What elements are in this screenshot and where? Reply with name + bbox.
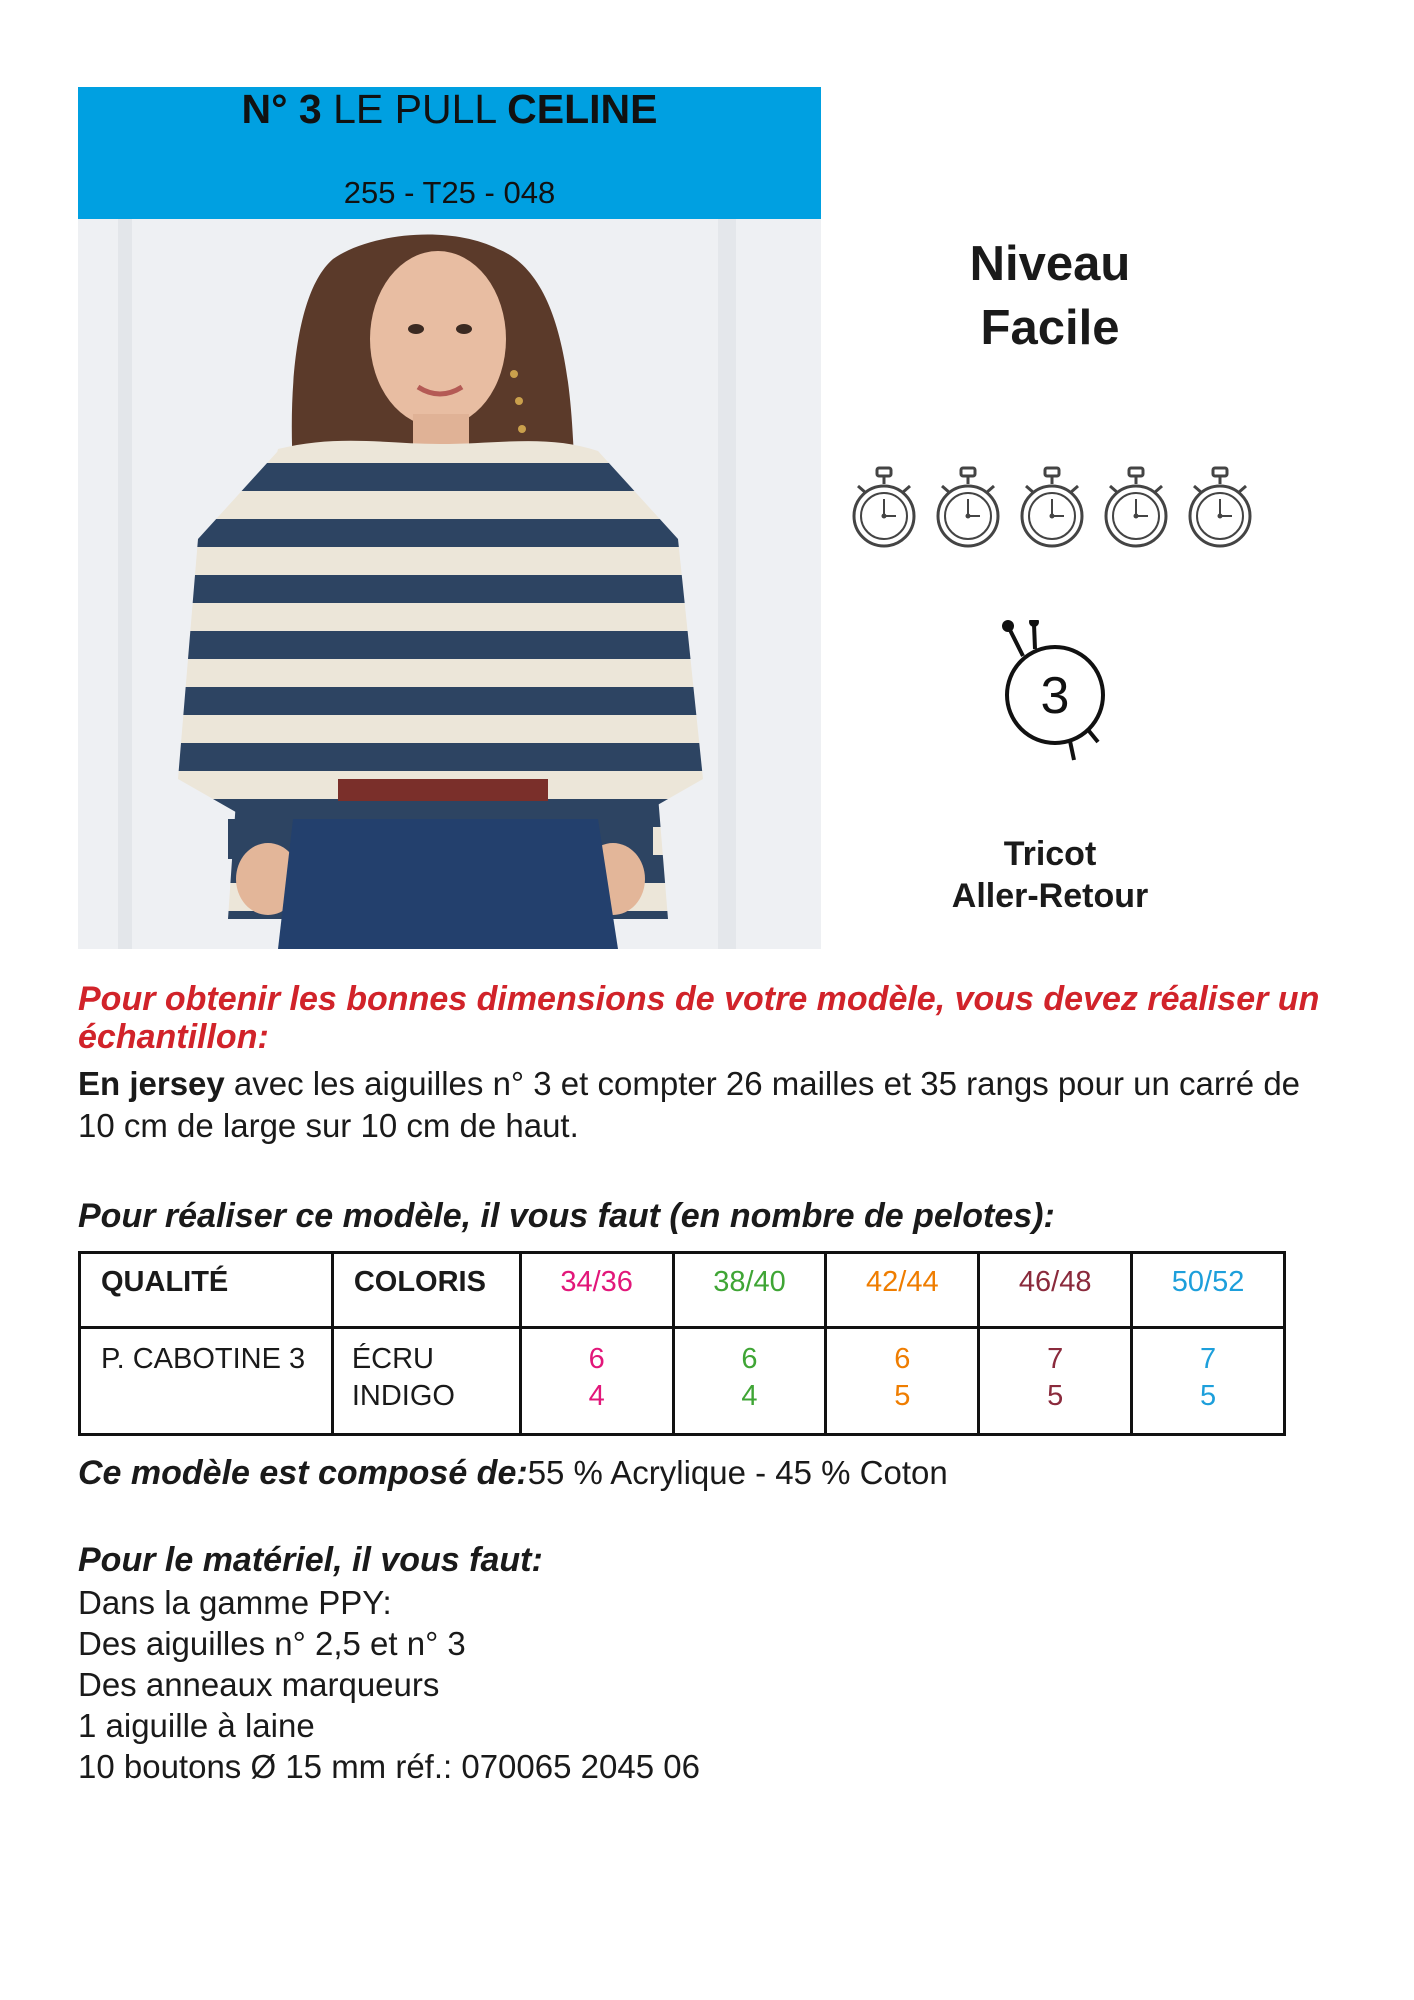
quantity-cell bbox=[826, 1328, 979, 1435]
column-header-colors: COLORIS bbox=[332, 1253, 520, 1328]
pattern-name: CELINE bbox=[507, 86, 658, 132]
composition-value: 55 % Acrylique - 45 % Coton bbox=[527, 1454, 948, 1491]
model-photo-illustration bbox=[78, 219, 821, 949]
stopwatch-icon bbox=[938, 468, 998, 546]
list-item: Des aiguilles n° 2,5 et n° 3 bbox=[78, 1625, 466, 1662]
qty-indigo: 5 bbox=[1199, 1380, 1217, 1412]
list-item: 10 boutons Ø 15 mm réf.: 070065 2045 06 bbox=[78, 1748, 700, 1785]
qty-indigo: 4 bbox=[588, 1380, 605, 1412]
technique-line-2: Aller-Retour bbox=[951, 877, 1149, 915]
column-header-size: 50/52 bbox=[1132, 1253, 1285, 1328]
stopwatch-icons bbox=[852, 466, 1262, 556]
technique-line-1: Tricot bbox=[1003, 835, 1097, 873]
gauge-text bbox=[78, 1063, 1338, 1147]
quantity-cell bbox=[1132, 1328, 1285, 1435]
needle-size-value: 3 bbox=[1040, 667, 1070, 725]
color-indigo: INDIGO bbox=[351, 1380, 455, 1412]
material-list bbox=[78, 1582, 700, 1787]
column-header-size: 42/44 bbox=[826, 1253, 979, 1328]
color-ecru: ÉCRU bbox=[351, 1343, 434, 1375]
gauge-stitch: En jersey bbox=[78, 1065, 225, 1102]
yarn-heading: Pour réaliser ce modèle, il vous faut (en nombre de pelotes): bbox=[78, 1197, 1055, 1235]
column-header-quality: QUALITÉ bbox=[80, 1253, 333, 1328]
stopwatch-icon bbox=[1022, 468, 1082, 546]
model-photo bbox=[78, 219, 821, 949]
list-item: Des anneaux marqueurs bbox=[78, 1666, 440, 1703]
qty-ecru: 7 bbox=[1047, 1343, 1064, 1375]
yarn-quality: P. CABOTINE 3 bbox=[80, 1328, 333, 1435]
column-header-size: 46/48 bbox=[979, 1253, 1132, 1328]
table-row bbox=[80, 1328, 1285, 1435]
needle-size-icon bbox=[990, 620, 1120, 770]
knitting-technique bbox=[900, 833, 1200, 917]
qty-ecru: 6 bbox=[741, 1343, 758, 1375]
qty-indigo: 5 bbox=[1047, 1380, 1064, 1412]
stopwatch-icon bbox=[1190, 468, 1250, 546]
yarn-table bbox=[78, 1251, 1286, 1436]
material-heading: Pour le matériel, il vous faut: bbox=[78, 1541, 543, 1579]
qty-indigo: 5 bbox=[894, 1380, 911, 1412]
qty-ecru: 6 bbox=[894, 1343, 911, 1375]
composition bbox=[78, 1453, 948, 1493]
header-band bbox=[78, 87, 821, 219]
pattern-number: N° 3 bbox=[241, 86, 322, 132]
level-label: Niveau bbox=[969, 237, 1131, 291]
qty-indigo: 4 bbox=[741, 1380, 758, 1412]
pattern-reference: 255 - T25 - 048 bbox=[343, 175, 556, 210]
stopwatch-icon bbox=[1106, 468, 1166, 546]
list-item: Dans la gamme PPY: bbox=[78, 1584, 392, 1621]
gauge-heading: Pour obtenir les bonnes dimensions de votre modèle, vous devez réaliser un échantillon: bbox=[78, 980, 1320, 1056]
qty-ecru: 7 bbox=[1199, 1343, 1217, 1375]
quantity-cell bbox=[520, 1328, 673, 1435]
composition-label: Ce modèle est composé de: bbox=[78, 1454, 528, 1492]
pattern-type: LE PULL bbox=[321, 86, 508, 132]
list-item: 1 aiguille à laine bbox=[78, 1707, 315, 1744]
gauge-description: avec les aiguilles n° 3 et compter 26 mailles et 35 rangs pour un carré de 10 cm de large sur 10 cm de haut. bbox=[78, 1065, 1301, 1144]
stopwatch-icon bbox=[854, 468, 914, 546]
yarn-colors bbox=[332, 1328, 520, 1435]
qty-ecru: 6 bbox=[588, 1343, 605, 1375]
quantity-cell bbox=[979, 1328, 1132, 1435]
table-header-row bbox=[80, 1253, 1285, 1328]
quantity-cell bbox=[673, 1328, 826, 1435]
column-header-size: 38/40 bbox=[673, 1253, 826, 1328]
column-header-size: 34/36 bbox=[520, 1253, 673, 1328]
pattern-title bbox=[78, 87, 821, 131]
level-value: Facile bbox=[980, 301, 1120, 355]
difficulty-level bbox=[900, 232, 1200, 360]
